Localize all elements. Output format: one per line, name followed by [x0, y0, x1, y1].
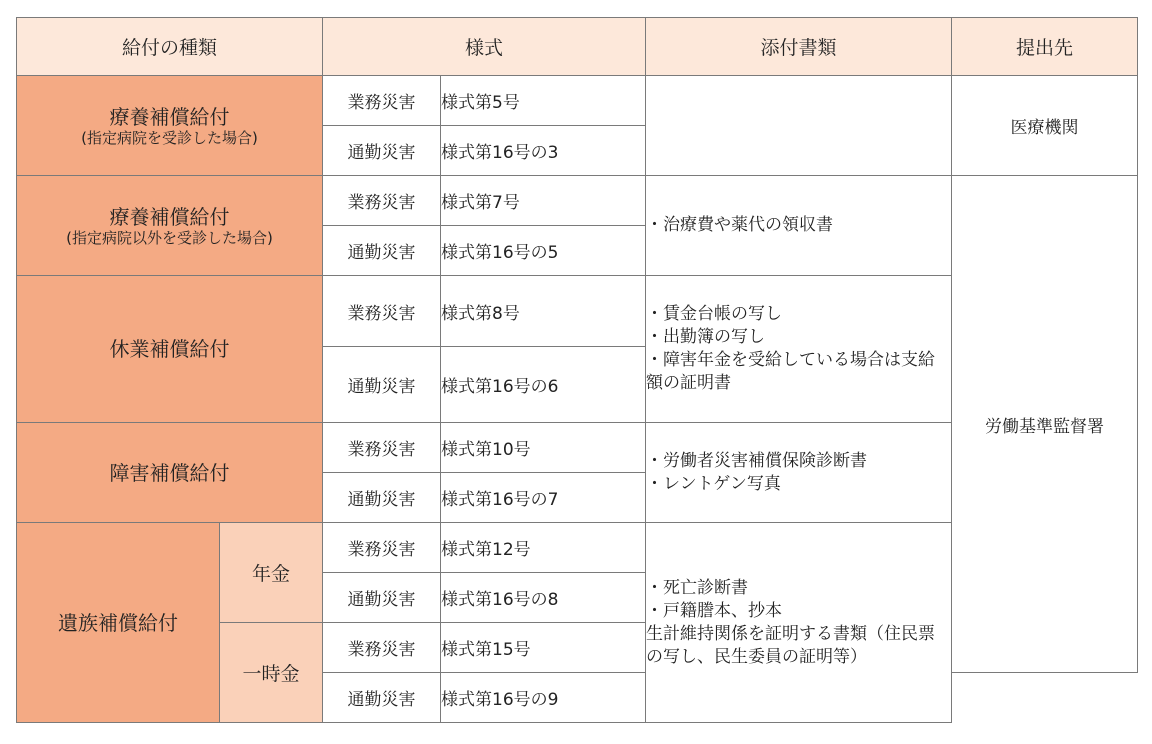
form-cell: 様式第16号の8 — [441, 573, 646, 623]
category-cell: 通勤災害 — [323, 573, 441, 623]
benefit-type-note: (指定病院以外を受診した場合) — [66, 228, 273, 247]
header-attachments: 添付書類 — [646, 18, 952, 76]
header-benefit-type: 給付の種類 — [17, 18, 323, 76]
header-row — [17, 18, 1138, 76]
destination-cell: 医療機関 — [952, 76, 1138, 176]
table-row — [17, 176, 1138, 226]
category-cell: 通勤災害 — [323, 673, 441, 723]
attachment-line: ・治療費や薬代の領収書 — [646, 215, 834, 235]
category-cell: 通勤災害 — [323, 126, 441, 176]
shared-destination-cell: 労働基準監督署 — [952, 176, 1138, 673]
attachment-line: ・死亡診断書 — [646, 577, 749, 598]
form-cell: 様式第16号の7 — [441, 473, 646, 523]
attachment-line: 生計維持関係を証明する書類（住民票の写し、民生委員の証明等） — [646, 623, 936, 667]
category-cell: 業務災害 — [323, 423, 441, 473]
form-cell: 様式第7号 — [441, 176, 646, 226]
benefit-type-cell: 障害補償給付 — [17, 423, 323, 523]
benefit-type-cell: 遺族補償給付 — [17, 523, 220, 723]
form-cell: 様式第16号の9 — [441, 673, 646, 723]
form-cell: 様式第15号 — [441, 623, 646, 673]
category-cell: 業務災害 — [323, 623, 441, 673]
attachments-cell — [646, 176, 952, 276]
category-cell: 通勤災害 — [323, 347, 441, 423]
attachments-cell-empty — [646, 76, 952, 176]
attachment-line: ・労働者災害補償保険診断書 — [646, 450, 868, 471]
attachment-line: ・出勤簿の写し — [646, 327, 766, 347]
form-cell: 様式第12号 — [441, 523, 646, 573]
form-cell: 様式第16号の6 — [441, 347, 646, 423]
attachment-line: ・賃金台帳の写し — [646, 304, 783, 324]
attachment-line: ・レントゲン写真 — [646, 473, 781, 494]
benefit-type-title: 療養補償給付 — [109, 204, 230, 229]
benefit-subtype-cell: 年金 — [220, 523, 323, 623]
benefit-type-cell — [17, 76, 323, 176]
benefit-type-cell — [17, 176, 323, 276]
attachments-cell — [646, 276, 952, 423]
category-cell: 業務災害 — [323, 176, 441, 226]
attachment-line: ・戸籍謄本、抄本 — [646, 600, 783, 621]
form-cell: 様式第5号 — [441, 76, 646, 126]
attachment-line: ・障害年金を受給している場合は支給額の証明書 — [646, 350, 936, 393]
attachments-cell — [646, 523, 952, 723]
form-cell: 様式第8号 — [441, 276, 646, 347]
form-cell: 様式第10号 — [441, 423, 646, 473]
form-cell: 様式第16号の3 — [441, 126, 646, 176]
benefit-type-title: 療養補償給付 — [109, 104, 230, 129]
category-cell: 業務災害 — [323, 523, 441, 573]
benefit-subtype-cell: 一時金 — [220, 623, 323, 723]
benefits-table — [16, 17, 1138, 723]
header-form: 様式 — [323, 18, 646, 76]
benefit-type-cell: 休業補償給付 — [17, 276, 323, 423]
table-row — [17, 76, 1138, 126]
category-cell: 通勤災害 — [323, 226, 441, 276]
category-cell: 業務災害 — [323, 76, 441, 126]
benefit-type-note: (指定病院を受診した場合) — [81, 128, 258, 147]
category-cell: 業務災害 — [323, 276, 441, 347]
attachments-cell — [646, 423, 952, 523]
category-cell: 通勤災害 — [323, 473, 441, 523]
header-destination: 提出先 — [952, 18, 1138, 76]
form-cell: 様式第16号の5 — [441, 226, 646, 276]
